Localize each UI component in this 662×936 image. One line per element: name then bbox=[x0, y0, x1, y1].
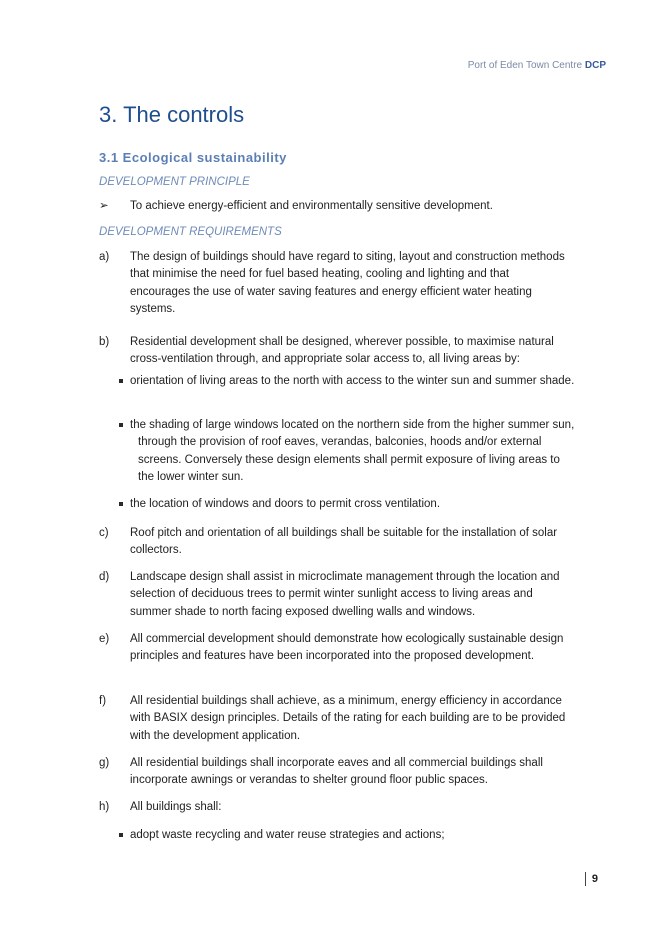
requirements-label: DEVELOPMENT REQUIREMENTS bbox=[99, 226, 282, 238]
requirement-text: All residential buildings shall incorporate eaves and all commercial buildings shall incorporate awnings or verandas to shelter ground floor public spaces. bbox=[130, 757, 543, 787]
running-header bbox=[468, 60, 606, 71]
bullet-text: the location of windows and doors to permit cross ventilation. bbox=[130, 498, 441, 510]
principle-item bbox=[99, 198, 579, 212]
requirement-letter: c) bbox=[99, 527, 109, 539]
requirement-letter: e) bbox=[99, 633, 110, 645]
square-bullet-icon bbox=[119, 379, 123, 383]
requirement-letter: g) bbox=[99, 757, 110, 769]
square-bullet-icon bbox=[119, 833, 123, 837]
bullet-text: orientation of living areas to the north with access to the winter sun and summer shade. bbox=[130, 375, 575, 387]
section-heading: 3.1 Ecological sustainability bbox=[99, 150, 287, 165]
requirement-letter: a) bbox=[99, 251, 110, 263]
requirement-text: The design of buildings should have regard to siting, layout and construction methods that minimise the need for fuel based heating, cooling and lighting and that encourages the use of water saving features and energy efficient water heating systems. bbox=[130, 251, 565, 315]
header-title: Port of Eden Town Centre bbox=[467, 60, 583, 71]
requirement-letter: f) bbox=[99, 695, 107, 707]
requirement-letter: b) bbox=[99, 336, 110, 348]
principle-text: To achieve energy-efficient and environmentally sensitive development. bbox=[130, 200, 493, 212]
page-title: 3. The controls bbox=[99, 102, 245, 127]
requirement-letter: h) bbox=[99, 801, 110, 813]
requirement-text: All commercial development should demonstrate how ecologically sustainable design principles and features have been incorporated into the proposed development. bbox=[130, 633, 564, 663]
requirement-text: Residential development shall be designed, wherever possible, to maximise natural cross-ventilation through, and appropriate solar access to, all living areas by: bbox=[130, 336, 554, 366]
requirement-text: Landscape design shall assist in microclimate management through the location and selection of deciduous trees to permit winter sunlight access to living areas and summer shade to north facing exposed dwelling walls and windows. bbox=[130, 571, 560, 618]
page-number: 9 bbox=[585, 872, 598, 886]
square-bullet-icon bbox=[119, 423, 123, 427]
requirement-letter: d) bbox=[99, 571, 110, 583]
requirement-text: Roof pitch and orientation of all buildings shall be suitable for the installation of solar collectors. bbox=[130, 527, 558, 557]
principle-label: DEVELOPMENT PRINCIPLE bbox=[99, 176, 250, 188]
square-bullet-icon bbox=[119, 502, 123, 506]
header-suffix: DCP bbox=[584, 60, 606, 71]
arrow-bullet-icon: ➢ bbox=[99, 200, 109, 212]
bullet-text: the shading of large windows located on the northern side from the higher summer sun, through the provision of roof eaves, verandas, balconies, hoods and/or external screens. Conversely these design elements shall permit exposure of living areas to the lower winter sun. bbox=[130, 419, 575, 483]
requirement-text: All buildings shall: bbox=[130, 801, 222, 813]
bullet-text: adopt waste recycling and water reuse strategies and actions; bbox=[130, 829, 445, 841]
requirement-text: All residential buildings shall achieve, as a minimum, energy efficiency in accordance with BASIX design principles. Details of the rating for each building are to be provided with the development application. bbox=[130, 695, 566, 742]
